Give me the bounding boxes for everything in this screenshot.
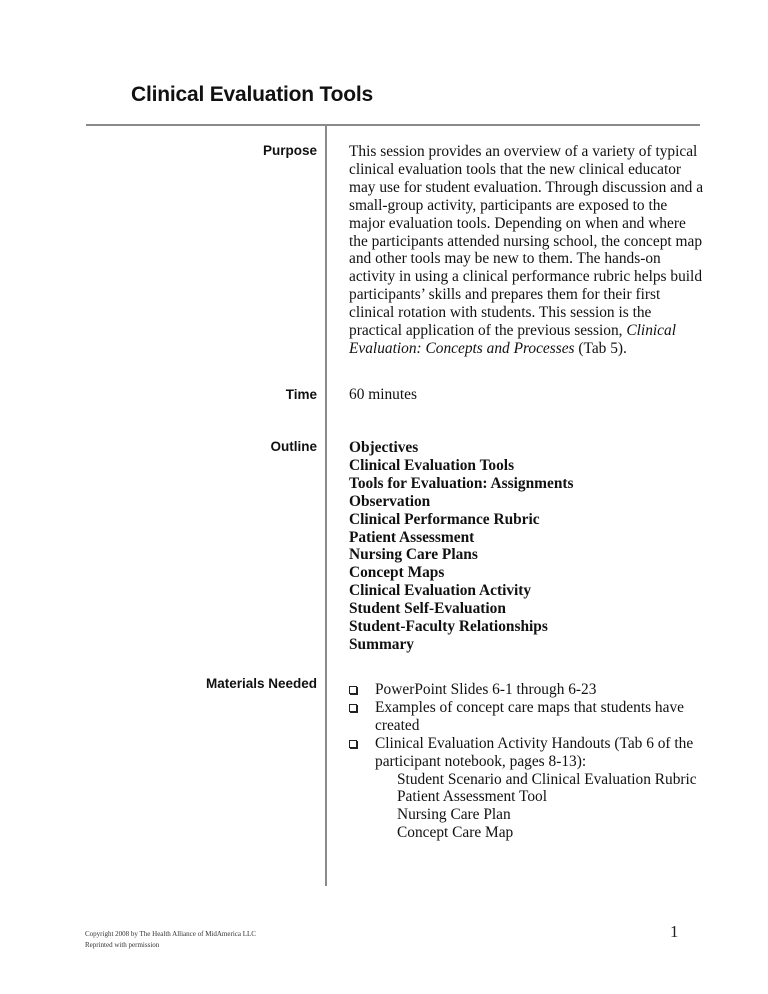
outline-label: Outline: [270, 439, 317, 454]
materials-item-text: Examples of concept care maps that students have created: [375, 698, 684, 734]
reprint-notice: Reprinted with permission: [85, 940, 160, 949]
handouts-sublist: [375, 771, 704, 843]
outline-item: Patient Assessment: [349, 528, 475, 546]
outline-item: Clinical Evaluation Tools: [349, 456, 515, 474]
outline-item: Clinical Performance Rubric: [349, 510, 540, 528]
handout-item: Student Scenario and Clinical Evaluation Rubric: [397, 770, 697, 788]
outline-item: Clinical Evaluation Activity: [349, 582, 532, 600]
purpose-text: [349, 143, 704, 358]
materials-label: Materials Needed: [205, 676, 317, 691]
outline-item: Student Self-Evaluation: [349, 600, 506, 618]
column-divider: [325, 125, 327, 886]
purpose-label: Purpose: [262, 143, 317, 158]
page-title: Clinical Evaluation Tools: [131, 83, 373, 106]
materials-item: [349, 735, 704, 842]
hollow-square-bullet-icon: [349, 686, 357, 694]
materials-list: [349, 681, 704, 842]
purpose-referenced-session: Clinical Evaluation: Concepts and Processes: [349, 322, 676, 357]
handout-item: Patient Assessment Tool: [397, 788, 547, 806]
copyright-text: Copyright 2008 by The Health Alliance of MidAmerica LLC: [85, 930, 256, 938]
page-number: 1: [670, 922, 679, 941]
hollow-square-bullet-icon: [349, 740, 357, 748]
time-label: Time: [285, 387, 317, 402]
materials-item-text: Clinical Evaluation Activity Handouts (Tab 6 of the participant notebook, pages 8-13):: [375, 734, 694, 770]
handout-item: Concept Care Map: [397, 824, 514, 842]
outline-item: Nursing Care Plans: [349, 546, 478, 564]
title-divider: [86, 124, 700, 126]
materials-section: [349, 681, 704, 842]
purpose-tab-ref: (Tab 5).: [574, 339, 627, 357]
outline-item: Concept Maps: [349, 564, 445, 582]
outline-section: [349, 439, 704, 654]
outline-item: Student-Faculty Relationships: [349, 618, 548, 636]
outline-item: Summary: [349, 635, 414, 653]
time-value: 60 minutes: [349, 386, 417, 403]
materials-item: [349, 681, 704, 699]
outline-item: Observation: [349, 492, 431, 510]
materials-item: [349, 699, 704, 735]
footer-copyright-block: [85, 929, 256, 950]
outline-item: Tools for Evaluation: Assignments: [349, 474, 574, 492]
outline-list: [349, 439, 704, 654]
hollow-square-bullet-icon: [349, 704, 357, 712]
purpose-body: This session provides an overview of a variety of typical clinical evaluation tools that the new clinical educator may use for student evaluation. Through discussion and a small-group activity, participants are exposed to the major evaluation tools. Depending on when and where the participants attended nursing school, the concept map and other tools may be new to them. The hands-on activity in using a clinical performance rubric helps build participants’ skills and prepares them for their first clinical rotation with students. This session is the practical application of the previous session,: [349, 143, 704, 340]
outline-item: Objectives: [349, 439, 419, 456]
handout-item: Nursing Care Plan: [397, 806, 511, 824]
materials-item-text: PowerPoint Slides 6-1 through 6-23: [375, 681, 597, 698]
